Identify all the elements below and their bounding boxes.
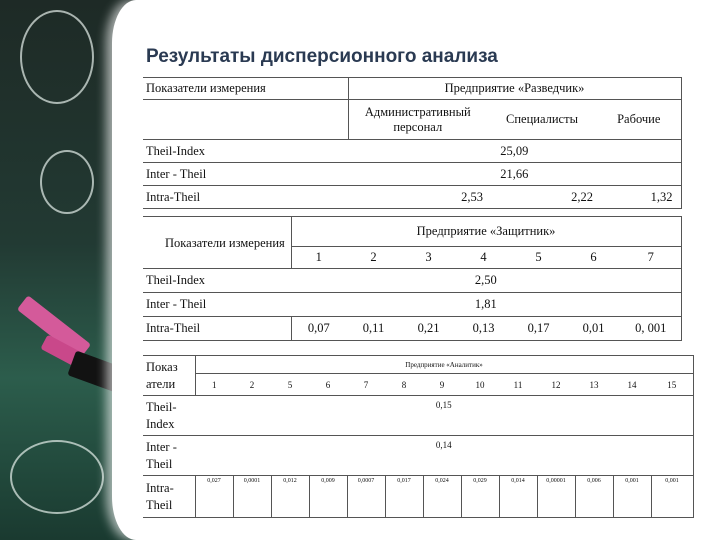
cell-value: 0,07 bbox=[291, 317, 346, 341]
cell-value: 2,53 bbox=[348, 186, 487, 209]
row-label: Theil-Index bbox=[143, 269, 291, 293]
cell-value: 0,14 bbox=[195, 436, 693, 476]
column-header: Рабочие bbox=[597, 100, 681, 140]
chalkboard-decoration bbox=[0, 0, 150, 540]
header-spacer bbox=[143, 100, 348, 140]
row-label: Theil-Index bbox=[143, 396, 195, 436]
table-razvedchik bbox=[143, 77, 682, 209]
cell-value: 0,029 bbox=[461, 476, 499, 518]
column-header: 1 bbox=[195, 374, 233, 396]
row-label: Intra-Theil bbox=[143, 317, 291, 341]
group-header: Предприятие «Защитник» bbox=[291, 217, 681, 247]
cell-value: 21,66 bbox=[348, 163, 681, 186]
column-header: Специалисты bbox=[487, 100, 597, 140]
row-label: Inter - Theil bbox=[143, 163, 348, 186]
group-header: Предприятие «Аналитик» bbox=[195, 356, 693, 374]
cell-value: 25,09 bbox=[348, 140, 681, 163]
cell-value: 0,15 bbox=[195, 396, 693, 436]
column-header: 11 bbox=[499, 374, 537, 396]
cell-value: 0,024 bbox=[423, 476, 461, 518]
column-header: 15 bbox=[651, 374, 693, 396]
column-header: Административный персонал bbox=[348, 100, 487, 140]
row-label: Inter - Theil bbox=[143, 436, 195, 476]
column-header: 4 bbox=[456, 247, 511, 269]
column-header: 7 bbox=[347, 374, 385, 396]
row-label: Theil-Index bbox=[143, 140, 348, 163]
cell-value: 0,11 bbox=[346, 317, 401, 341]
header-label: Показ атели bbox=[143, 356, 195, 396]
column-header: 6 bbox=[309, 374, 347, 396]
cell-value: 0,009 bbox=[309, 476, 347, 518]
table-zashchitnik bbox=[143, 216, 682, 341]
cell-value: 0,0001 bbox=[233, 476, 271, 518]
cell-value: 0,017 bbox=[385, 476, 423, 518]
column-header: 1 bbox=[291, 247, 346, 269]
cell-value: 0,012 bbox=[271, 476, 309, 518]
cell-value: 0,17 bbox=[511, 317, 566, 341]
cell-value: 0, 001 bbox=[621, 317, 681, 341]
cell-value: 2,50 bbox=[291, 269, 681, 293]
column-header: 5 bbox=[511, 247, 566, 269]
column-header: 5 bbox=[271, 374, 309, 396]
column-header: 13 bbox=[575, 374, 613, 396]
column-header: 2 bbox=[233, 374, 271, 396]
cell-value: 0,014 bbox=[499, 476, 537, 518]
column-header: 3 bbox=[401, 247, 456, 269]
group-header: Предприятие «Разведчик» bbox=[348, 78, 681, 100]
column-header: 14 bbox=[613, 374, 651, 396]
cell-value: 0,0007 bbox=[347, 476, 385, 518]
header-label: Показатели измерения bbox=[143, 217, 291, 269]
column-header: 12 bbox=[537, 374, 575, 396]
cell-value: 0,001 bbox=[613, 476, 651, 518]
row-label: Inter - Theil bbox=[143, 293, 291, 317]
cell-value: 2,22 bbox=[487, 186, 597, 209]
column-header: 6 bbox=[566, 247, 621, 269]
column-header: 7 bbox=[621, 247, 681, 269]
cell-value: 0,21 bbox=[401, 317, 456, 341]
cell-value: 1,81 bbox=[291, 293, 681, 317]
cell-value: 0,13 bbox=[456, 317, 511, 341]
cell-value: 1,32 bbox=[597, 186, 681, 209]
row-label: Intra-Theil bbox=[143, 186, 348, 209]
row-label: Intra-Theil bbox=[143, 476, 195, 518]
column-header: 2 bbox=[346, 247, 401, 269]
cell-value: 0,027 bbox=[195, 476, 233, 518]
chalk-scribble bbox=[20, 10, 94, 104]
cell-value: 0,006 bbox=[575, 476, 613, 518]
chalk-scribble bbox=[10, 440, 104, 514]
column-header: 10 bbox=[461, 374, 499, 396]
cell-value: 0,00001 bbox=[537, 476, 575, 518]
column-header: 8 bbox=[385, 374, 423, 396]
cell-value: 0,001 bbox=[651, 476, 693, 518]
page-title: Результаты дисперсионного анализа bbox=[146, 46, 498, 67]
column-header: 9 bbox=[423, 374, 461, 396]
cell-value: 0,01 bbox=[566, 317, 621, 341]
chalk-scribble bbox=[40, 150, 94, 214]
header-label: Показатели измерения bbox=[143, 78, 348, 100]
table-analitik bbox=[143, 355, 694, 518]
